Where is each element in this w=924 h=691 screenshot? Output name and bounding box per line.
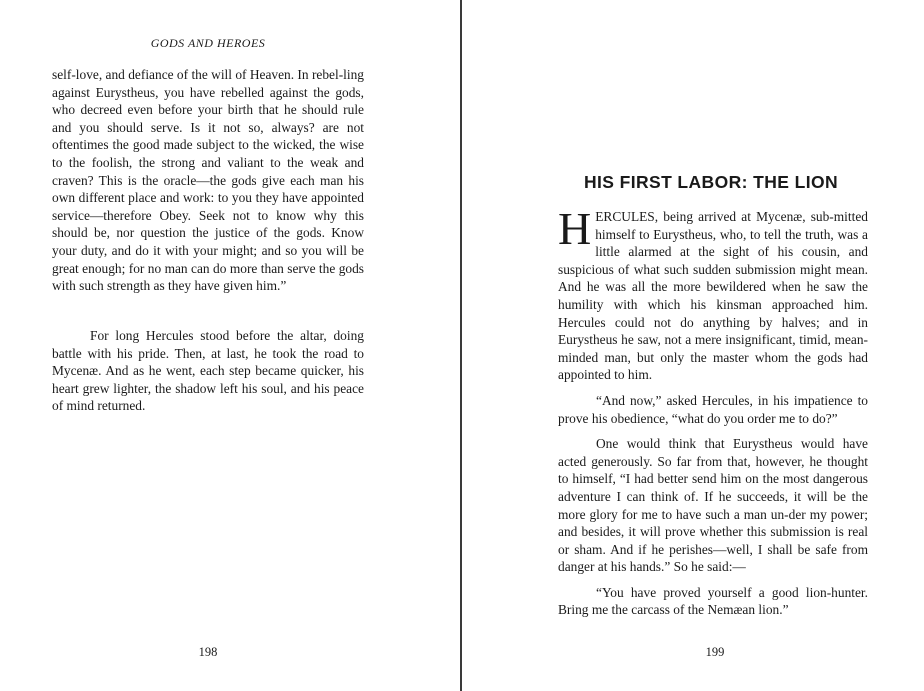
chapter-title: HIS FIRST LABOR: THE LION xyxy=(583,172,839,192)
body-text xyxy=(52,327,364,415)
body-text xyxy=(558,203,868,627)
right-page xyxy=(462,0,924,691)
drop-cap: H xyxy=(558,203,592,254)
paragraph: “And now,” asked Hercules, in his impatience to prove his obedience, “what do you order me to do?” xyxy=(558,392,868,426)
paragraph: One would think that Eurystheus would have acted generously. So far from that, however, he thought to himself, “I had better send him on the most dangerous adventure I can think of. If he succeeds, it will be the more glory for me to have such a man un-der my power; and besides, it will prove whether this submission is real or sham. And if he perishes—well, I shall be safe from danger at his hands.” So he said:— xyxy=(558,436,868,575)
body-text xyxy=(52,66,364,295)
paragraph-text: ERCULES, being arrived at Mycenæ, sub-mitted himself to Eurystheus, who, to tell the truth, was a little alarmed at the sight of his cousin, and suspicious of what such sudden submission might mean. And he was all the more bewildered when he saw the humility with which his kinsman approached him. Hercules could not do anything by halves; and in Eurystheus he saw, not a mere insignificant, timid, mean-minded man, but only the master whom the gods had appointed to him. xyxy=(558,209,868,383)
paragraph: For long Hercules stood before the altar, doing battle with his pride. Then, at last, he took the road to Mycenæ. And as he went, each step became quicker, his heart grew lighter, the shadow left his soul, and his peace of mind returned. xyxy=(52,328,364,414)
page-number: 199 xyxy=(705,645,725,659)
paragraph xyxy=(558,203,868,384)
left-page xyxy=(0,0,461,691)
page-number: 198 xyxy=(198,645,218,659)
paragraph: “You have proved yourself a good lion-hunter. Bring me the carcass of the Nemæan lion.” xyxy=(558,584,868,618)
paragraph: self-love, and defiance of the will of Heaven. In rebel-ling against Eurystheus, you have rebelled against the gods, who decreed even before your birth that he should rule and you should serve. Is it not so, always? are not oftentimes the good made subject to the wicked, the wise to the foolish, the strong and valiant to the weak and craven? This is the oracle—the gods give each man his own different place and work: to you they have appointed service—therefore Obey. Seek not to know why this should be, nor question the justice of the gods. Know your duty, and do it with your might; and so you will be great enough; for no man can do more than serve the gods with such strength as they have given him.” xyxy=(52,67,364,294)
running-head: GODS AND HEROES xyxy=(150,36,266,50)
